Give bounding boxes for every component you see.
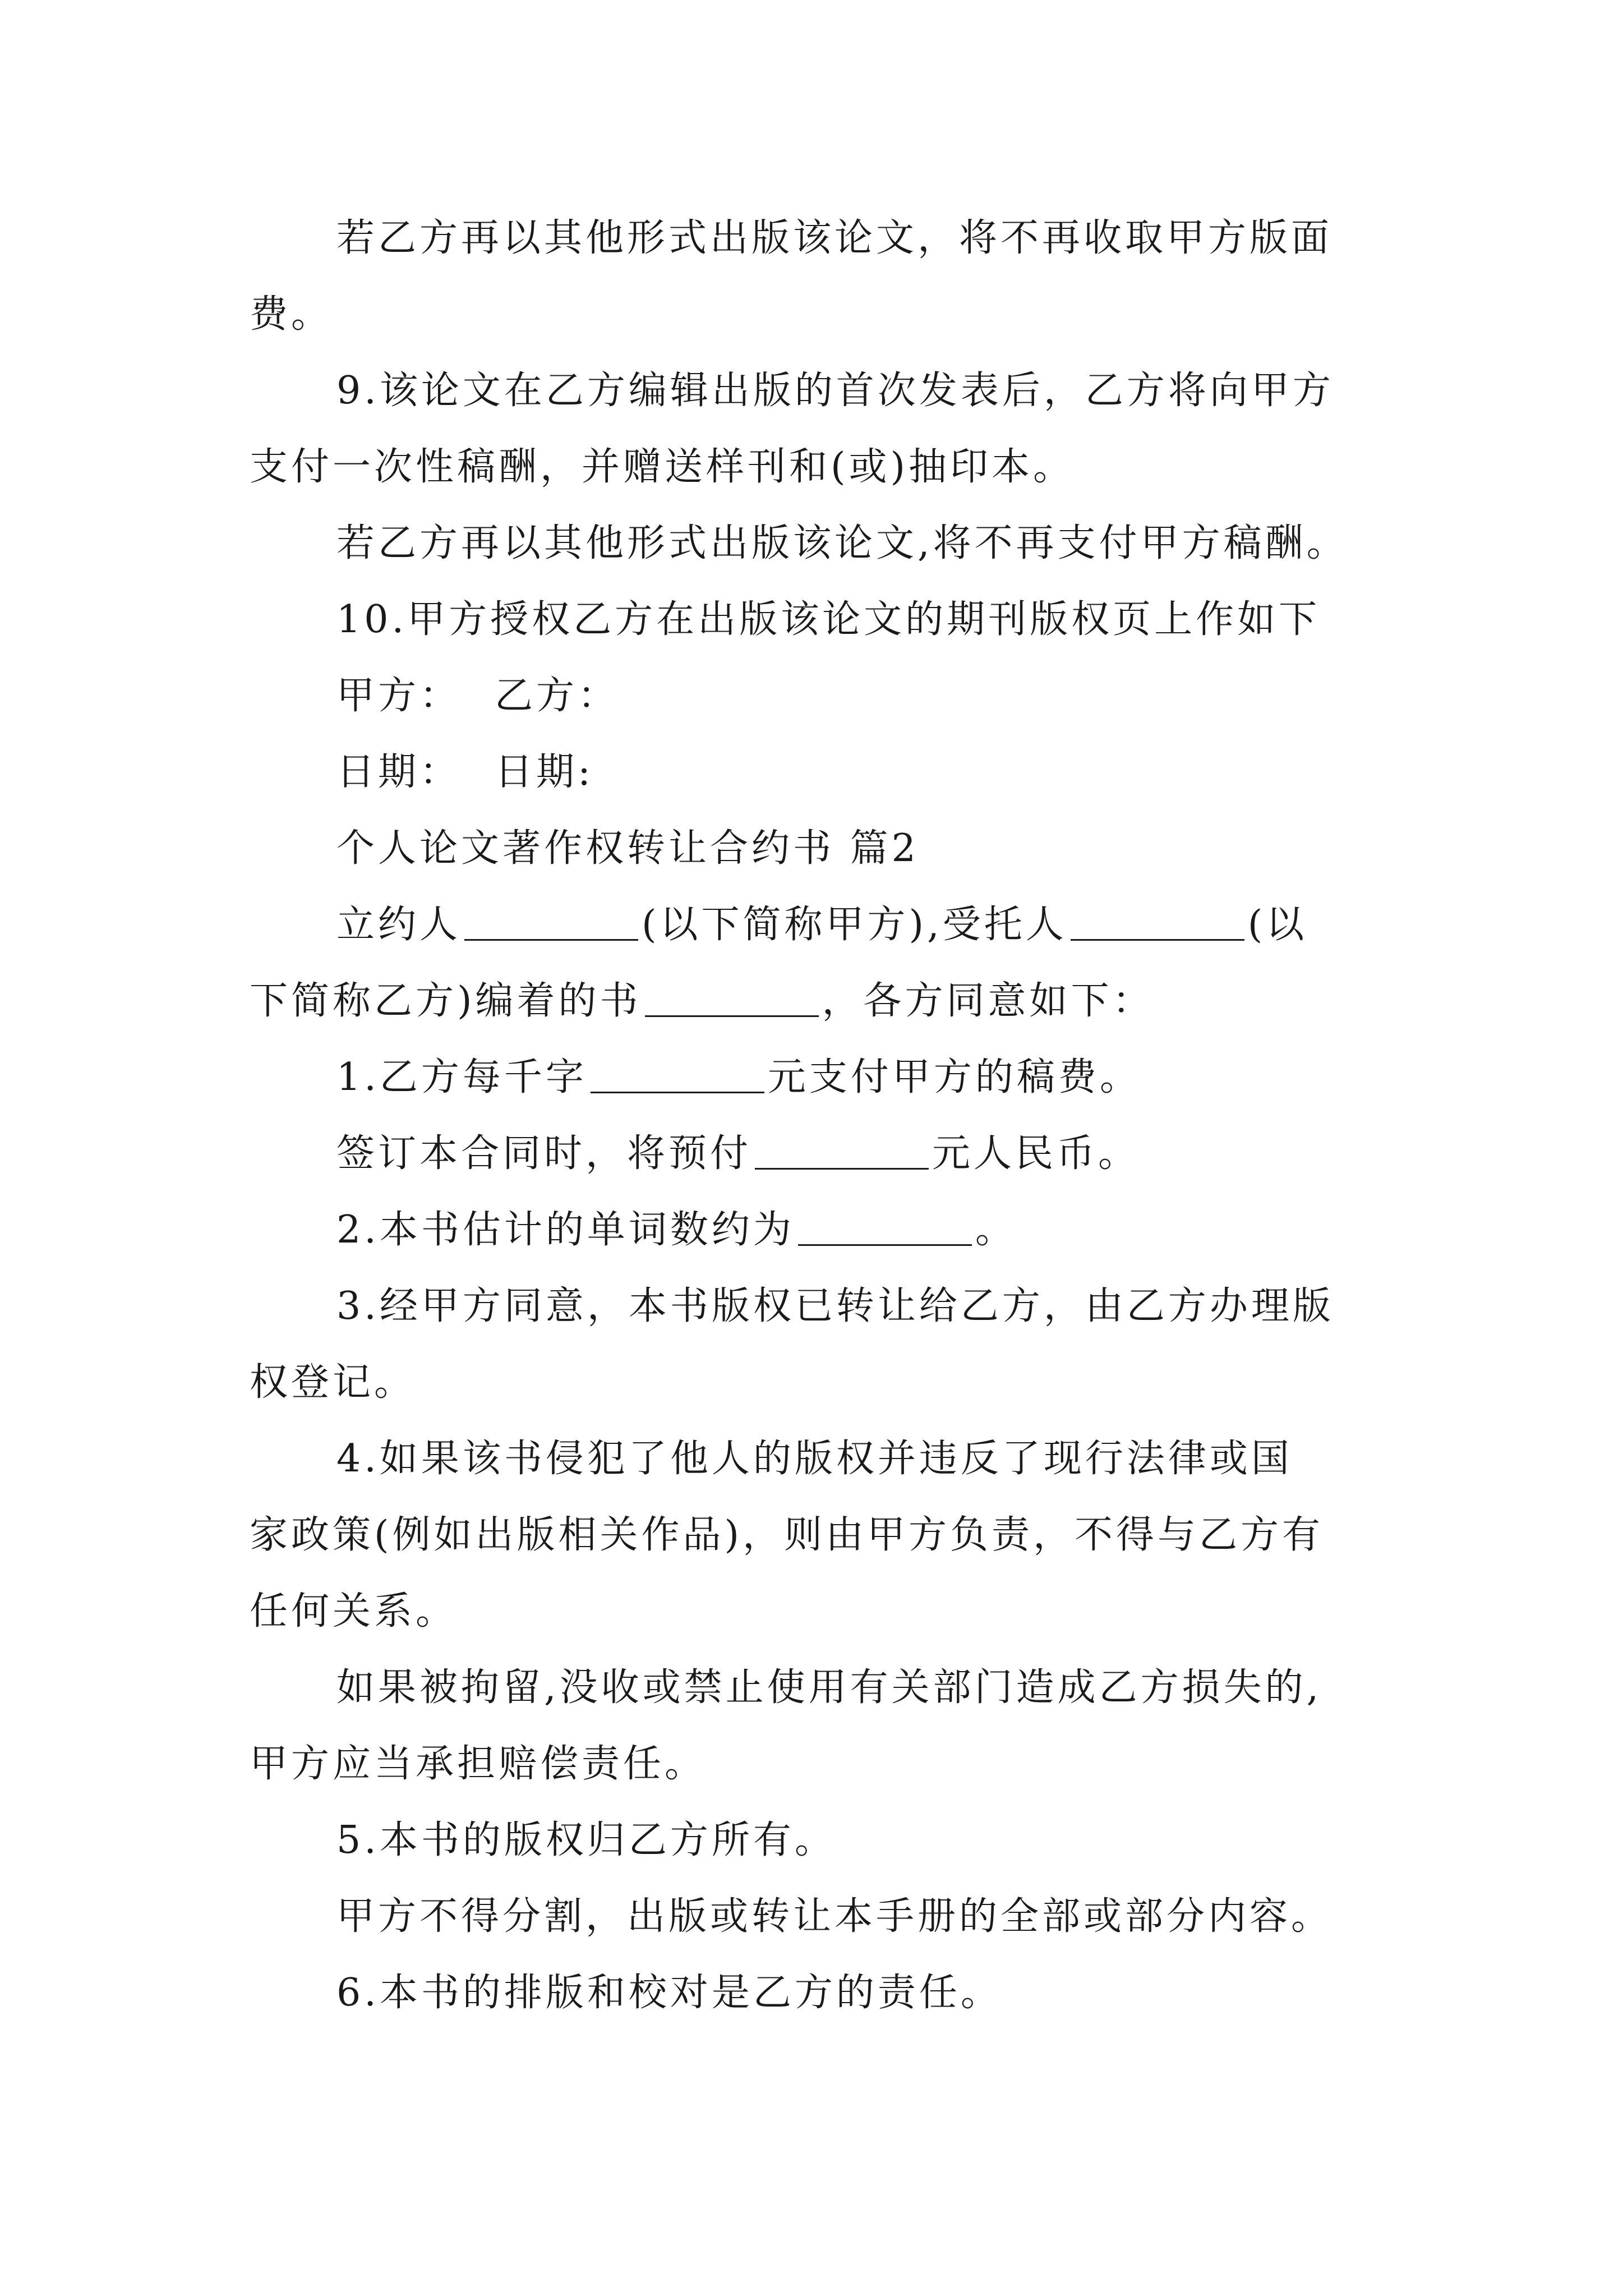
paragraph-line bbox=[336, 898, 1307, 952]
signature-line-party-a bbox=[336, 669, 619, 723]
paragraph-line: 如果被拘留,没收或禁止使用有关部门造成乙方损失的, bbox=[336, 1665, 1322, 1710]
paragraph-line: 权登记。 bbox=[250, 1360, 416, 1405]
paragraph-line: 9.该论文在乙方编辑出版的首次发表后，乙方将向甲方 bbox=[336, 369, 1334, 413]
paragraph-line bbox=[250, 974, 1154, 1028]
paragraph-line: 若乙方再以其他形式出版该论文,将不再支付甲方稿酬。 bbox=[336, 521, 1348, 565]
text-segment: ，各方同意如下： bbox=[822, 979, 1154, 1023]
paragraph-line: 4.如果该书侵犯了他人的版权并违反了现行法律或国 bbox=[336, 1437, 1293, 1481]
fill-in-blank bbox=[591, 1058, 764, 1093]
text-segment: 2.本书估计的单词数约为 bbox=[336, 1208, 795, 1252]
date-label-b: 日期: bbox=[495, 750, 594, 794]
text-segment: 。 bbox=[975, 1208, 1017, 1252]
paragraph-line: 若乙方再以其他形式出版该论文，将不再收取甲方版面 bbox=[336, 216, 1333, 260]
party-b-label: 乙方： bbox=[495, 674, 620, 718]
paragraph-line: 甲方不得分割，出版或转让本手册的全部或部分内容。 bbox=[336, 1894, 1333, 1939]
paragraph-line bbox=[336, 1203, 1017, 1257]
paragraph-line bbox=[336, 1051, 1141, 1105]
text-segment: (以下简称甲方),受托人 bbox=[642, 903, 1067, 947]
text-segment: 立约人 bbox=[336, 903, 462, 947]
paragraph-line: 5.本书的版权归乙方所有。 bbox=[336, 1818, 836, 1862]
section-title: 个人论文著作权转让合约书 篇2 bbox=[336, 826, 919, 871]
paragraph-line: 费。 bbox=[250, 292, 333, 337]
paragraph-line: 10.甲方授权乙方在出版该论文的期刊版权页上作如下 bbox=[336, 597, 1321, 642]
text-segment: 元人民币。 bbox=[932, 1131, 1140, 1176]
fill-in-blank bbox=[798, 1211, 972, 1246]
paragraph-line bbox=[336, 1127, 1140, 1181]
paragraph-line: 6.本书的排版和校对是乙方的责任。 bbox=[336, 1971, 1002, 2015]
text-segment: 元支付甲方的稿费。 bbox=[767, 1055, 1141, 1099]
date-label-a: 日期： bbox=[336, 750, 462, 794]
text-segment: 签订本合同时，将预付 bbox=[336, 1131, 752, 1176]
paragraph-line: 支付一次性稿酬，并赠送样刊和(或)抽印本。 bbox=[250, 445, 1075, 489]
paragraph-line: 任何关系。 bbox=[250, 1589, 458, 1634]
text-segment: 1.乙方每千字 bbox=[336, 1055, 587, 1099]
paragraph-line: 甲方应当承担赔偿责任。 bbox=[250, 1742, 707, 1786]
text-segment: 下简称乙方)编着的书 bbox=[250, 979, 642, 1023]
fill-in-blank bbox=[755, 1134, 929, 1170]
text-segment: (以 bbox=[1247, 903, 1308, 947]
paragraph-line: 3.经甲方同意，本书版权已转让给乙方，由乙方办理版 bbox=[336, 1284, 1334, 1328]
party-a-label: 甲方： bbox=[336, 674, 462, 718]
fill-in-blank bbox=[645, 982, 819, 1017]
fill-in-blank bbox=[464, 905, 638, 941]
fill-in-blank bbox=[1071, 905, 1244, 941]
paragraph-line: 家政策(例如出版相关作品)，则由甲方负责，不得与乙方有 bbox=[250, 1513, 1324, 1557]
signature-line-date bbox=[336, 746, 594, 799]
